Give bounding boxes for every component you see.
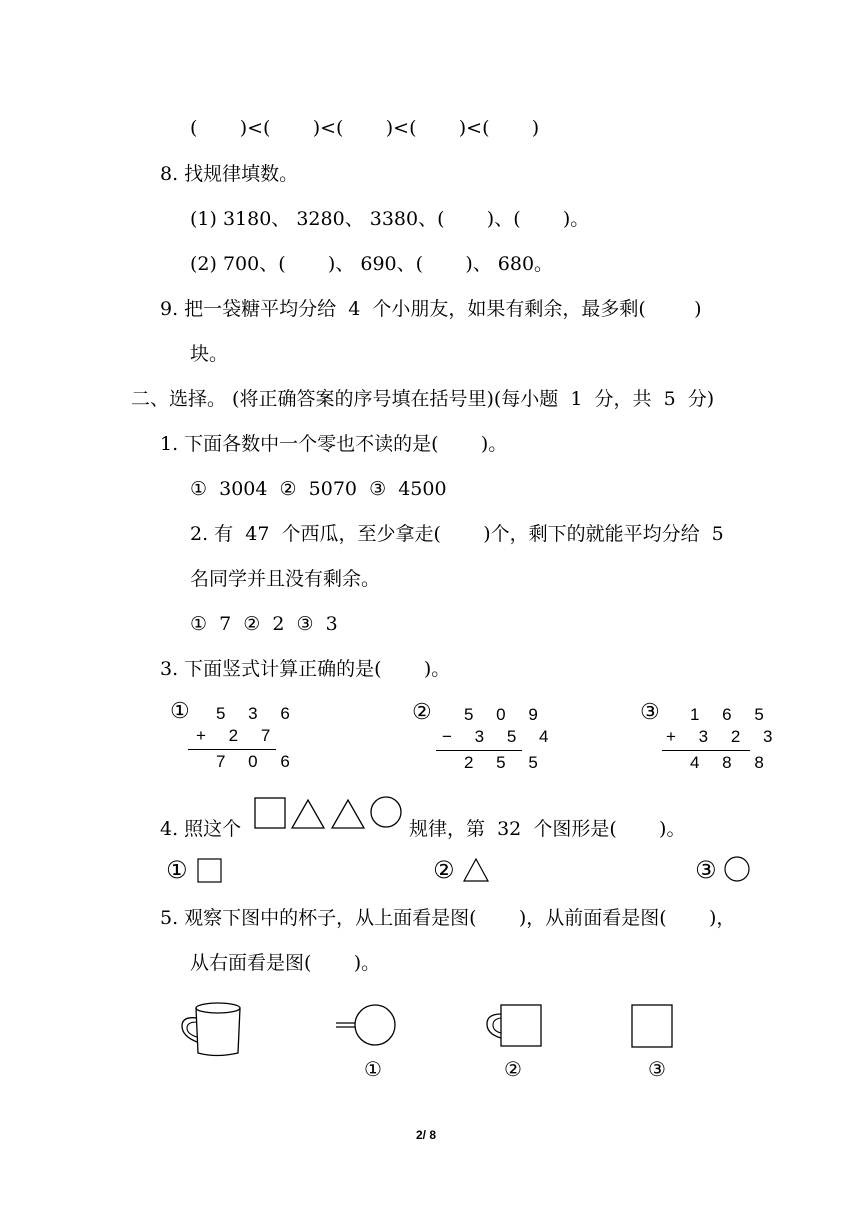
calc-row-1: 5 3 6 xyxy=(216,704,299,723)
calc-row-2: − 3 5 4 xyxy=(442,727,558,746)
q8-part2: (2) 700、( )、 690、( )、 680。 xyxy=(190,253,554,275)
q8-part1: (1) 3180、 3280、 3380、( )、( )。 xyxy=(190,208,590,230)
q8-title: 8. 找规律填数。 xyxy=(160,163,299,185)
calc-row-1: 5 0 9 xyxy=(464,705,547,724)
s4-question-start: 4. 照这个 xyxy=(160,818,242,840)
view-1-label: ① xyxy=(364,1057,382,1081)
cup-icon xyxy=(176,998,246,1060)
calc-mark: ② xyxy=(412,699,432,724)
calc-option-3 xyxy=(640,699,782,775)
s4-option-1-mark: ① xyxy=(166,856,188,884)
s4-option-3-mark: ③ xyxy=(695,856,717,884)
calc-mark: ① xyxy=(170,698,190,723)
calc-result: 2 5 5 xyxy=(464,753,547,772)
right-view-icon xyxy=(628,1002,676,1050)
calc-result: 7 0 6 xyxy=(216,752,299,771)
s1-options: ① 3004 ② 5070 ③ 4500 xyxy=(190,478,447,500)
section2-heading: 二、选择。 (将正确答案的序号填在括号里)(每小题 1 分，共 5 分) xyxy=(131,388,715,410)
calc-line xyxy=(188,749,276,750)
calc-line xyxy=(662,750,750,751)
circle-icon xyxy=(371,797,401,827)
calc-row-2: + 3 2 3 xyxy=(666,727,782,746)
triangle-icon xyxy=(292,800,324,828)
triangle-icon xyxy=(332,800,364,828)
s5-line2: 从右面看是图( )。 xyxy=(190,952,381,974)
square-icon xyxy=(196,857,224,885)
calc-option-2 xyxy=(412,699,558,775)
calc-row-2: + 2 7 xyxy=(196,726,280,745)
order-blanks: ( )<( )<( )<( )<( ) xyxy=(190,117,540,139)
s4-question-end: 规律，第 32 个图形是( )。 xyxy=(409,818,686,840)
s5-line1: 5. 观察下图中的杯子，从上面看是图( )，从前面看是图( )， xyxy=(160,907,736,929)
calc-option-1 xyxy=(170,698,299,774)
q9-line1: 9. 把一袋糖平均分给 4 个小朋友，如果有剩余，最多剩( ) xyxy=(160,298,702,320)
view-3-label: ③ xyxy=(648,1057,666,1081)
s1-question: 1. 下面各数中一个零也不读的是( )。 xyxy=(160,433,508,455)
calc-result: 4 8 8 xyxy=(690,753,773,772)
q9-line2: 块。 xyxy=(190,343,229,365)
square-icon xyxy=(255,798,285,828)
top-view-icon xyxy=(333,1003,399,1049)
page-number: 2/ 8 xyxy=(416,1128,437,1142)
s3-question: 3. 下面竖式计算正确的是( )。 xyxy=(160,658,451,680)
calc-line xyxy=(436,750,522,751)
s4-option-2-mark: ② xyxy=(433,856,455,884)
circle-icon xyxy=(723,855,753,885)
view-2-label: ② xyxy=(504,1057,522,1081)
pattern-shapes xyxy=(252,795,408,835)
front-view-icon xyxy=(483,1002,547,1050)
calc-row-1: 1 6 5 xyxy=(690,705,773,724)
s2-line1: 2. 有 47 个西瓜，至少拿走( )个，剩下的就能平均分给 5 xyxy=(190,523,724,545)
triangle-icon xyxy=(462,856,492,884)
calc-mark: ③ xyxy=(640,699,660,724)
s2-options: ① 7 ② 2 ③ 3 xyxy=(190,613,338,635)
s2-line2: 名同学并且没有剩余。 xyxy=(190,568,381,590)
